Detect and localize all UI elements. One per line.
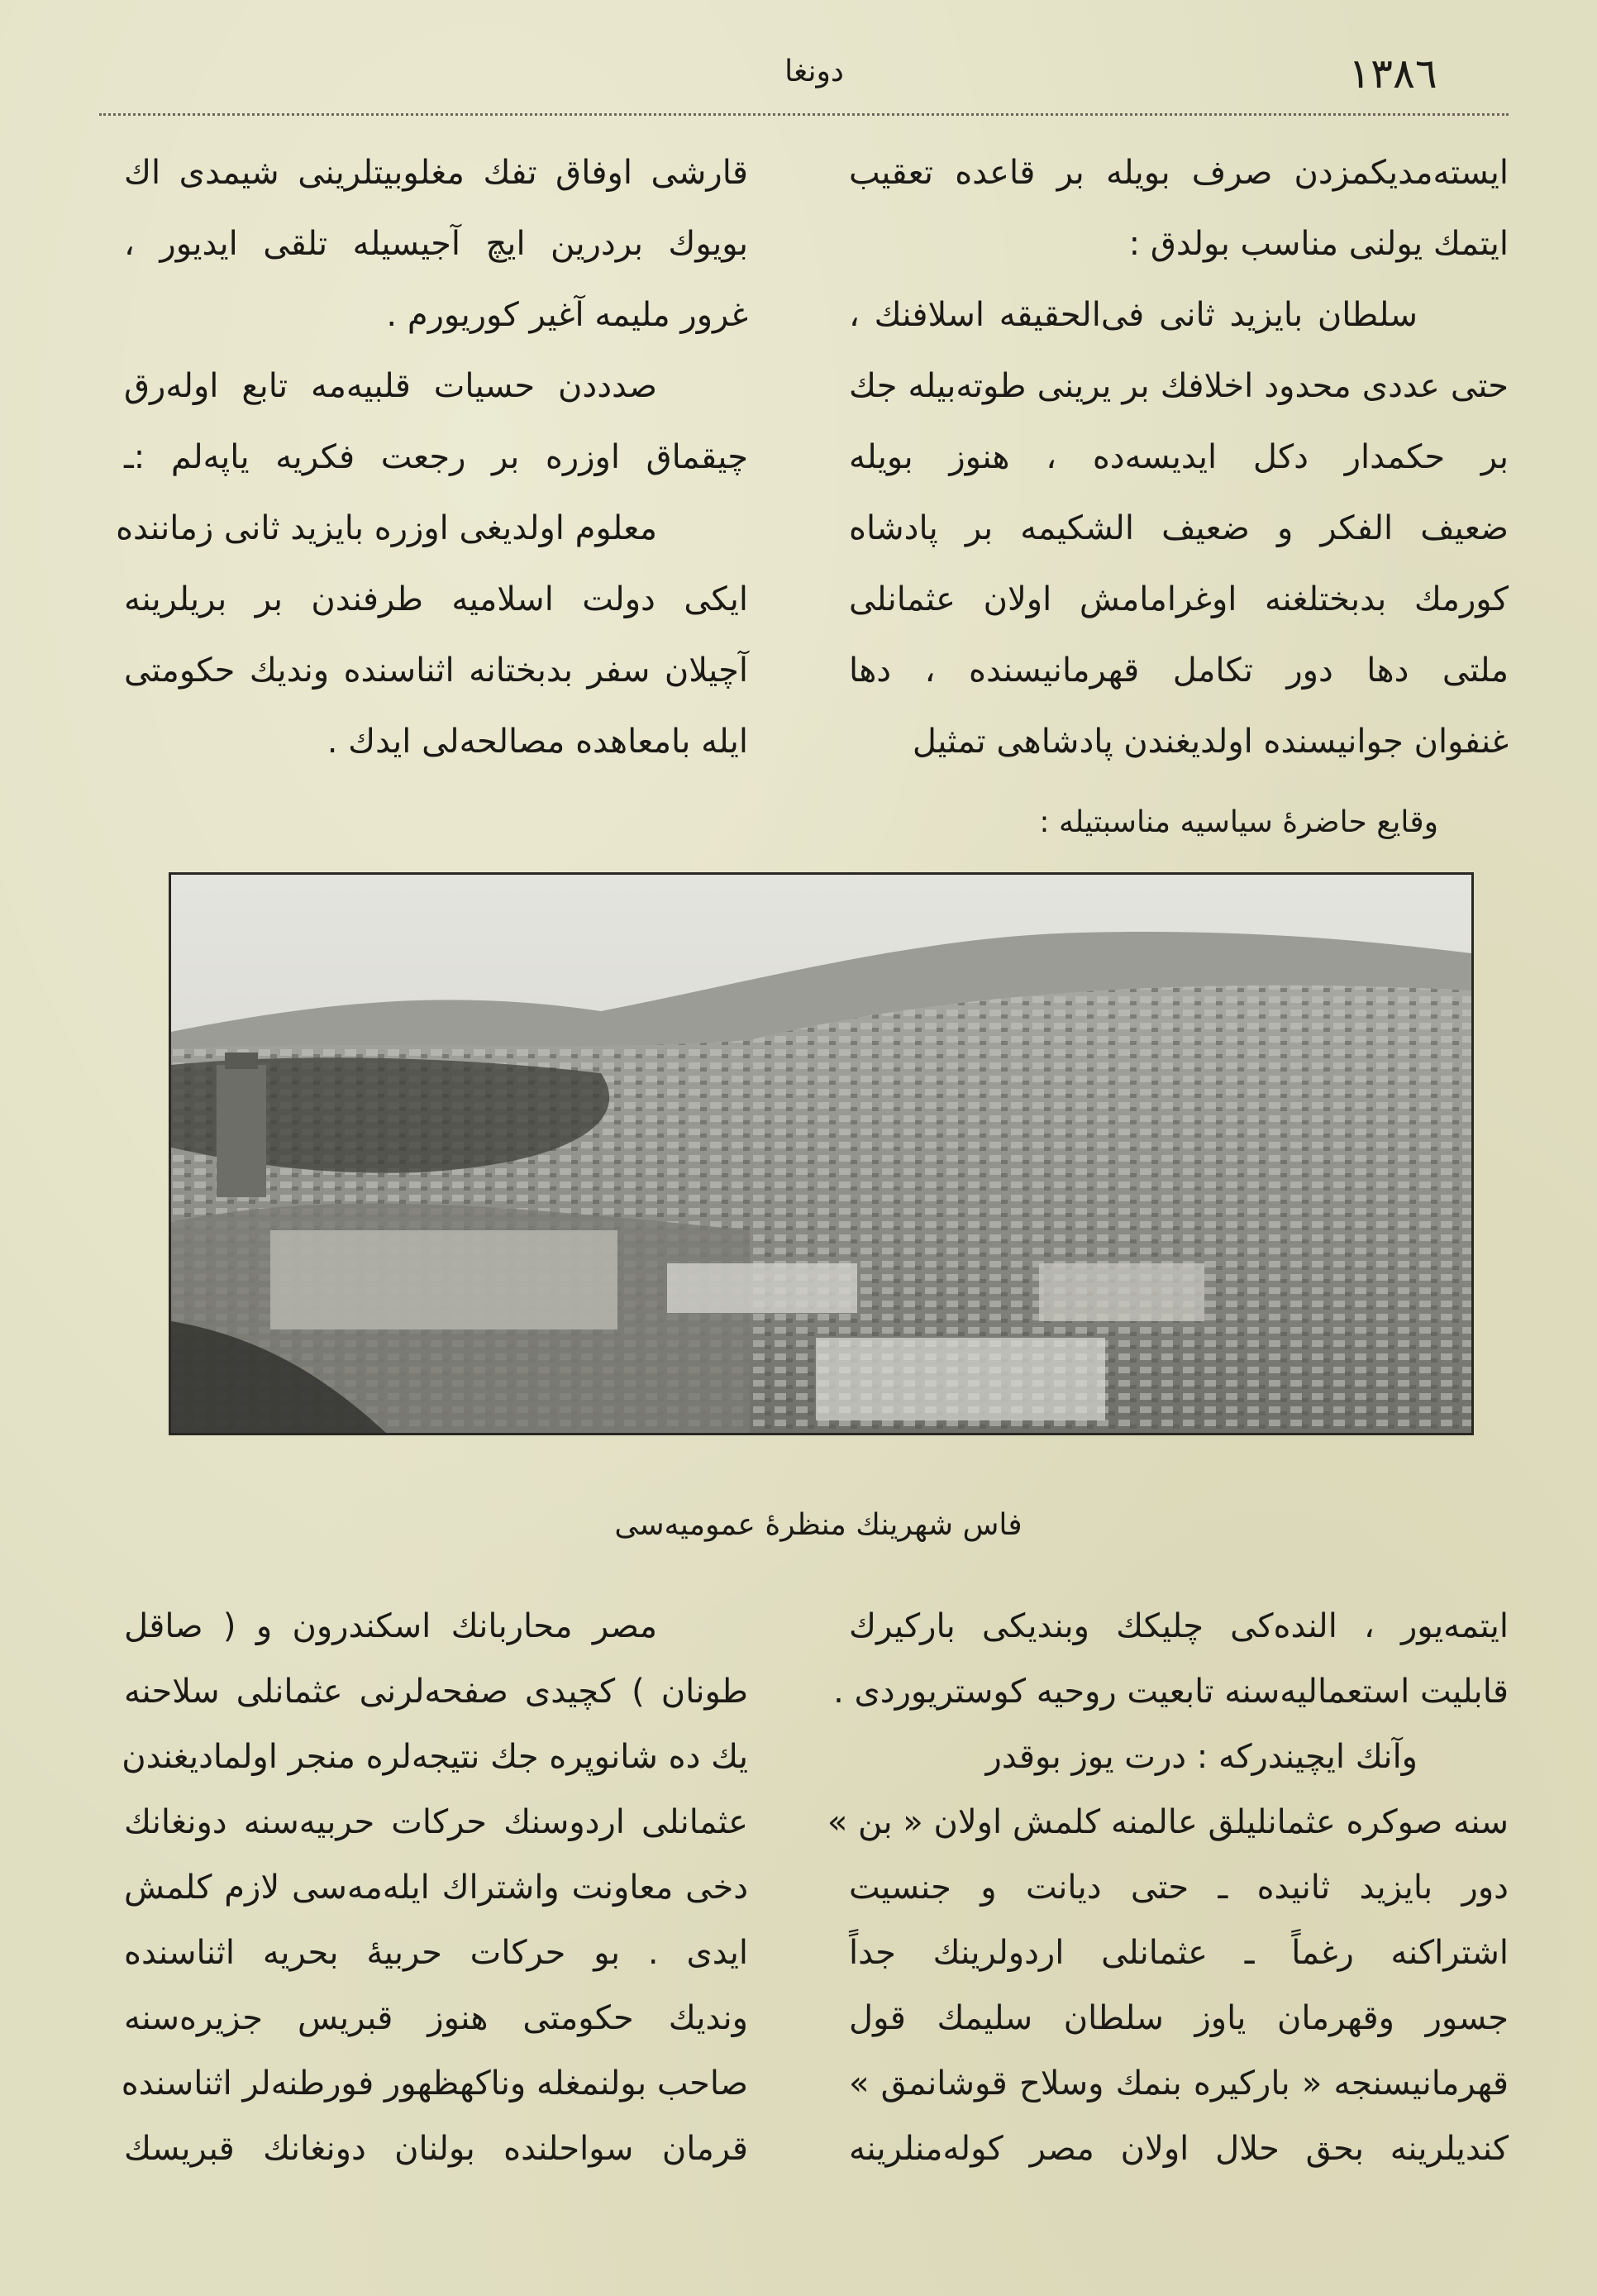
text-line: ملتی دها دور تکامل قهرمانیسنده ، دها [849,652,1509,690]
text-line: کورمك بدبختلغنه اوغرامامش اولان عثمانلی [849,580,1509,618]
photo-fez-panorama [169,872,1474,1435]
text-line: یك ده شانوپره جك نتیجه‌لره منجر اولمادیغندن [122,1738,748,1776]
city-photo-graphic [171,875,1471,1433]
text-line: ایسته‌مدیکمزدن صرف بویله بر قاعده تعقیب [849,154,1509,192]
text-line: آچیلان سفر بدبختانه اثناسنده وندیك حکومتی [124,652,748,690]
text-line: ایکی دولت اسلامیه طرفندن بر بریلرینه [124,580,748,618]
text-line: غنفوان جوانیسنده اولدیغندن پادشاهی تمثیل [912,723,1509,761]
figure-caption: فاس شهرینك منظرهٔ عمومیه‌سی [614,1508,1023,1542]
text-line: مصر محاربانك اسکندرون و ( صاقل [124,1607,657,1645]
text-line: دخی معاونت واشتراك ایله‌مه‌سی لازم کلمش [124,1869,748,1907]
text-line: حتی عددی محدود اخلافك‌ بر یرینی طوته‌بیله جك [849,367,1509,405]
text-line: جسور وقهرمان یاوز سلطان سلیمك قول [849,1999,1509,2037]
text-line: قارشی اوفاق تفك مغلوبیتلرینی شیمدی اك [124,154,748,192]
page-number: ١٣٨٦ [1348,50,1437,98]
top-right-column [849,137,1509,777]
top-left-column [116,137,748,777]
text-line: غرور ملیمه آغیر کوریورم . [386,296,748,334]
subheading: وقایع حاضرهٔ سیاسیه مناسبتیله : [1039,805,1438,839]
text-line: سلطان بایزید ثانی فی‌الحقیقه اسلافنك ، [849,296,1418,334]
text-line: دور بایزید ثانیده ـ حتی دیانت و جنسیت [849,1869,1509,1907]
text-line: صاحب بولنمغله وناکهظهور فورطنه‌لر اثناسنده [121,2064,748,2103]
bottom-left-column [121,1594,748,2182]
text-line: ضعیف الفکر و ضعیف الشکیمه بر پادشاه [849,509,1509,547]
text-line: ایله بامعاهده مصالحه‌لی ایدك . [327,723,748,761]
text-line: ایتمه‌یور ، النده‌کی چلیکك وبندیکی بارکیرك [849,1607,1509,1645]
text-line: بر حکمدار دکل ایدیسه‌ده ، هنوز بویله [849,438,1509,476]
text-line: قرمان سواحلنده بولنان دونغانك قبریسك [124,2130,748,2168]
text-line: اشتراکنه رغماً ـ عثمانلی اردولرینك جداً [849,1934,1509,1972]
text-line: چیقماق اوزره بر رجعت فکریه یاپه‌لم :ـ [124,438,748,476]
text-line: قابلیت استعمالیه‌سنه تابعیت روحیه کوستریوردی . [833,1673,1509,1711]
text-line: عثمانلی اردوسنك حرکات حربیه‌سنه دونغانك [124,1803,748,1841]
text-line: وندیك حکومتی هنوز قبریس جزیره‌سنه [124,1999,748,2037]
text-line: معلوم اولدیغی اوزره بایزید ثانی زماننده [116,509,657,547]
text-line: کندیلرینه بحق حلال اولان مصر کوله‌منلرینه [849,2130,1509,2168]
text-line: صدددن حسیات قلبیه‌مه تابع اوله‌رق [124,367,657,405]
text-line: ایدی . بو حرکات حربیهٔ بحریه اثناسنده [124,1934,748,1972]
text-line: سنه صوکره عثمانلیلق عالمنه کلمش اولان « بن » [827,1803,1509,1841]
text-line: طونان ) کچیدی صفحه‌لرنی عثمانلی سلاحنه [124,1673,748,1711]
text-line: ایتمك یولنی مناسب بولدق : [1128,225,1509,263]
header-divider [99,113,1509,116]
bottom-right-column [827,1594,1509,2182]
running-title: دونغا [784,55,844,88]
text-line: قهرمانیسنجه « بارکیره بنمك وسلاح قوشانمق » [849,2064,1509,2103]
text-line: وآنك ایچیندرکه : درت یوز بوقدر [985,1738,1418,1776]
text-line: بویوك بردرین ایچ آجیسیله تلقی ایدیور ، [124,225,748,263]
